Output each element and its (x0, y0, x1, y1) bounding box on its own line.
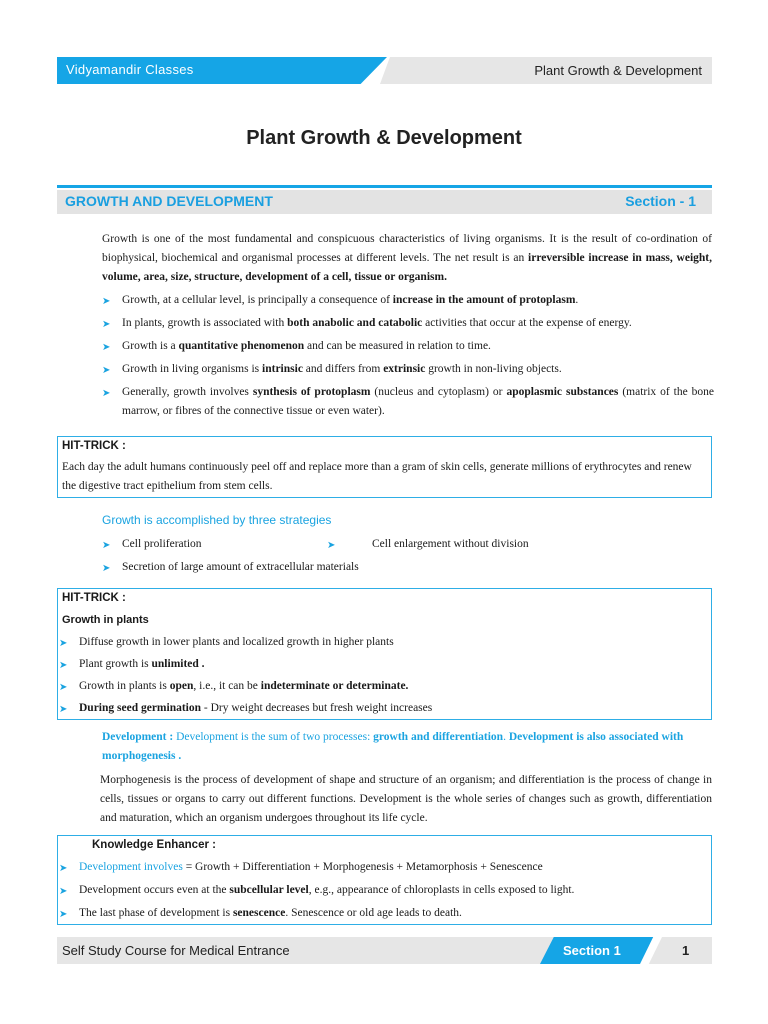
list-item: ➤ Growth, at a cellular level, is principally a consequence of increase in the amount of protoplasm. (102, 291, 714, 311)
list-item: ➤ Growth in plants is open, i.e., it can be indeterminate or determinate. (59, 677, 408, 697)
arrow-bullet-icon: ➤ (59, 863, 68, 874)
morphogenesis-paragraph: Morphogenesis is the process of development of shape and structure of an organism; and differentiation is the process of change in cells, tissues or organs to carry out different functions. Development is the whole series of changes such as growth, differentiation and maturation, which an organism undergoes throughout its life cycle. (100, 774, 712, 824)
page-title: Plant Growth & Development (246, 127, 522, 149)
section-rule (57, 185, 712, 188)
header-chapter: Plant Growth & Development (534, 63, 702, 78)
arrow-bullet-icon: ➤ (102, 342, 111, 353)
arrow-bullet-icon: ➤ (59, 704, 68, 715)
arrow-bullet-icon: ➤ (59, 682, 68, 693)
arrow-bullet-icon: ➤ (327, 540, 336, 551)
section-number: Section - 1 (625, 193, 696, 209)
list-item: ➤ Development occurs even at the subcellular level, e.g., appearance of chloroplasts in cells exposed to light. (59, 881, 574, 901)
arrow-bullet-icon: ➤ (102, 388, 111, 399)
strategies-heading: Growth is accomplished by three strategies (102, 513, 332, 527)
development-label: Development : (102, 731, 174, 743)
hit-trick-box (57, 436, 712, 498)
list-item: ➤ Generally, growth involves synthesis of protoplasm (nucleus and cytoplasm) or apoplasmic substances (matrix of the bone marrow, or fibres of the connective tissue or even water). (102, 386, 715, 417)
arrow-bullet-icon: ➤ (59, 909, 68, 920)
hit-trick-text: Each day the adult humans continuously peel off and replace more than a gram of skin cells, generate millions of erythrocytes and renew the digestive tract epithelium from stem cells. (62, 461, 692, 492)
arrow-bullet-icon: ➤ (102, 296, 111, 307)
arrow-bullet-icon: ➤ (59, 886, 68, 897)
arrow-bullet-icon: ➤ (102, 540, 111, 551)
arrow-bullet-icon: ➤ (102, 365, 111, 376)
arrow-bullet-icon: ➤ (102, 319, 111, 330)
page-number: 1 (682, 943, 690, 958)
hit-trick-subheading: Growth in plants (62, 614, 149, 626)
list-item: ➤ The last phase of development is senescence. Senescence or old age leads to death. (59, 904, 462, 924)
development-definition: Development : Development is the sum of two processes: growth and differentiation. Development is also associated with morphogenesis . (102, 731, 684, 762)
list-item: ➤ Growth in living organisms is intrinsic and differs from extrinsic growth in non-living objects. (102, 360, 714, 380)
list-item: ➤ In plants, growth is associated with both anabolic and catabolic activities that occur at the expense of energy. (102, 314, 714, 334)
footer-course-title: Self Study Course for Medical Entrance (62, 943, 290, 958)
arrow-bullet-icon: ➤ (102, 563, 111, 574)
header-brand: Vidyamandir Classes (66, 62, 194, 77)
intro-bold: irreversible increase in mass, weight, volume, area, size, structure, development of a cell, tissue or organism. (102, 252, 712, 283)
hit-trick-heading: HIT-TRICK : (62, 440, 126, 452)
list-item: ➤ Growth is a quantitative phenomenon and can be measured in relation to time. (102, 337, 714, 357)
hit-trick-box (57, 588, 712, 720)
knowledge-enhancer-box (57, 835, 712, 925)
list-item: ➤ Secretion of large amount of extracellular materials (102, 558, 359, 578)
list-item: ➤ During seed germination - Dry weight decreases but fresh weight increases (59, 699, 432, 719)
section-title: GROWTH AND DEVELOPMENT (65, 193, 273, 209)
hit-trick-heading: HIT-TRICK : (62, 592, 126, 604)
list-item: ➤ Plant growth is unlimited . (59, 655, 205, 675)
list-item: ➤ Cell enlargement without division (327, 535, 529, 555)
list-item: ➤ Development involves = Growth + Differentiation + Morphogenesis + Metamorphosis + Senescence (59, 858, 543, 878)
knowledge-enhancer-heading: Knowledge Enhancer : (92, 839, 216, 851)
footer-section: Section 1 (563, 943, 621, 958)
arrow-bullet-icon: ➤ (59, 660, 68, 671)
intro-text: Growth is one of the most fundamental and conspicuous characteristics of living organisms. It is the result of co-ordination of biophysical, biochemical and organismal processes at different levels. The net result is an (102, 233, 712, 264)
list-item: ➤ Cell proliferation (102, 535, 202, 555)
list-item: ➤ Diffuse growth in lower plants and localized growth in higher plants (59, 633, 394, 653)
arrow-bullet-icon: ➤ (59, 638, 68, 649)
intro-paragraph (102, 230, 712, 287)
